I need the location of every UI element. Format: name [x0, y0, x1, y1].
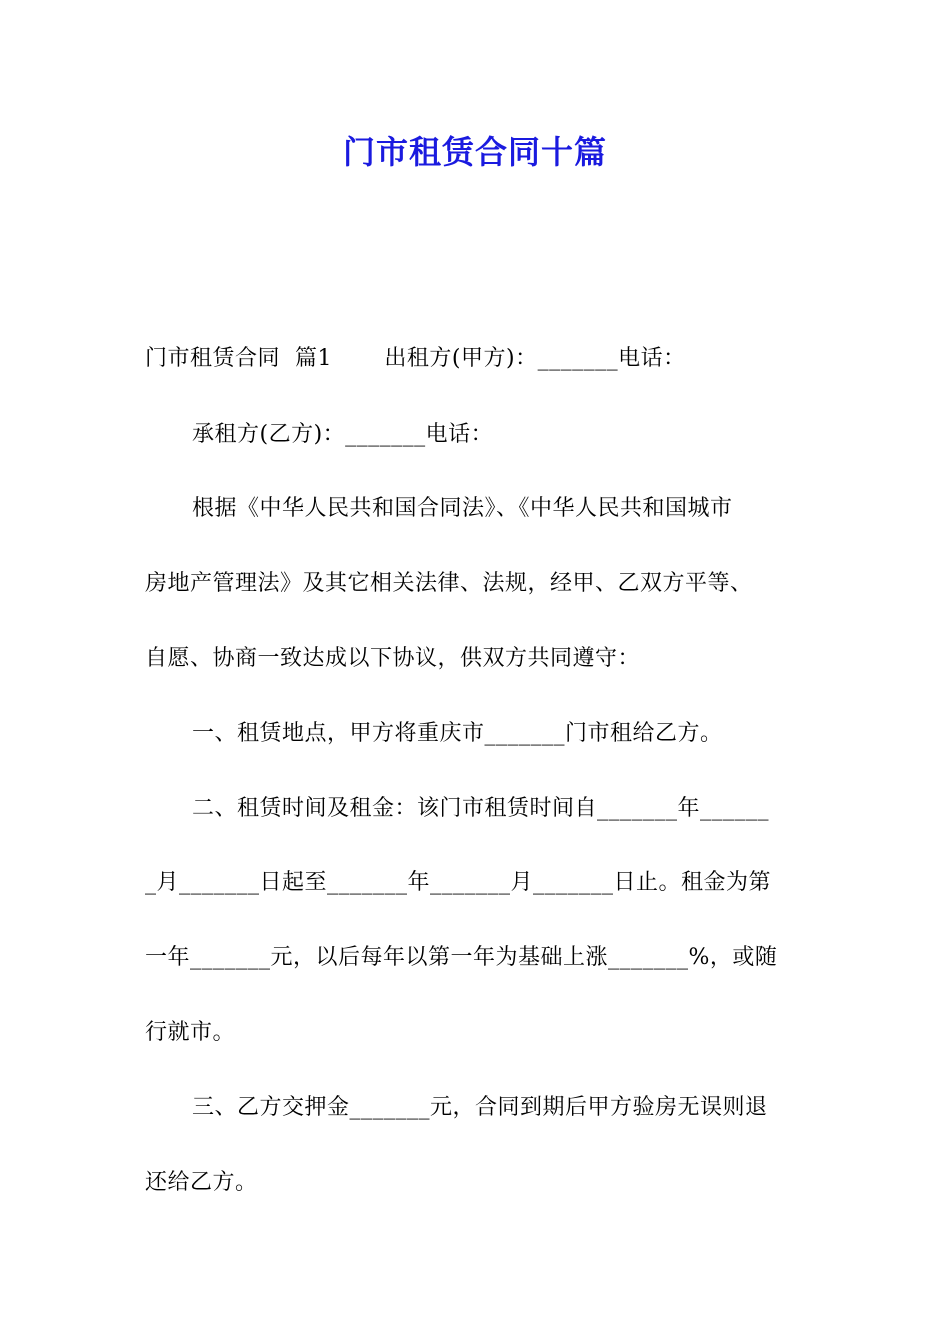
- lessee-line: 承租方(乙方)：_______电话：: [192, 422, 494, 447]
- paragraph-line: 根据《中华人民共和国合同法》、《中华人民共和国城市: [192, 496, 733, 521]
- clause-2-line: _月_______日起至_______年_______月_______日止。租金为第: [145, 870, 772, 895]
- clause-2-line: 二、租赁时间及租金：该门市租赁时间自_______年______: [192, 796, 770, 821]
- clause-2-line: 一年_______元，以后每年以第一年为基础上涨_______%，或随: [145, 945, 778, 970]
- clause-3-line: 三、乙方交押金_______元，合同到期后甲方验房无误则退: [192, 1095, 768, 1120]
- clause-1-line: 一、租赁地点，甲方将重庆市_______门市租给乙方。: [192, 721, 723, 746]
- document-title: 门市租赁合同十篇: [342, 133, 607, 171]
- contract-heading-line: 门市租赁合同 篇1 出租方(甲方)：_______电话：: [145, 346, 686, 371]
- paragraph-line: 房地产管理法》及其它相关法律、法规，经甲、乙双方平等、: [145, 571, 753, 596]
- paragraph-line: 自愿、协商一致达成以下协议，供双方共同遵守：: [145, 646, 641, 671]
- clause-2-line: 行就市。: [145, 1020, 236, 1045]
- clause-3-line: 还给乙方。: [145, 1170, 258, 1195]
